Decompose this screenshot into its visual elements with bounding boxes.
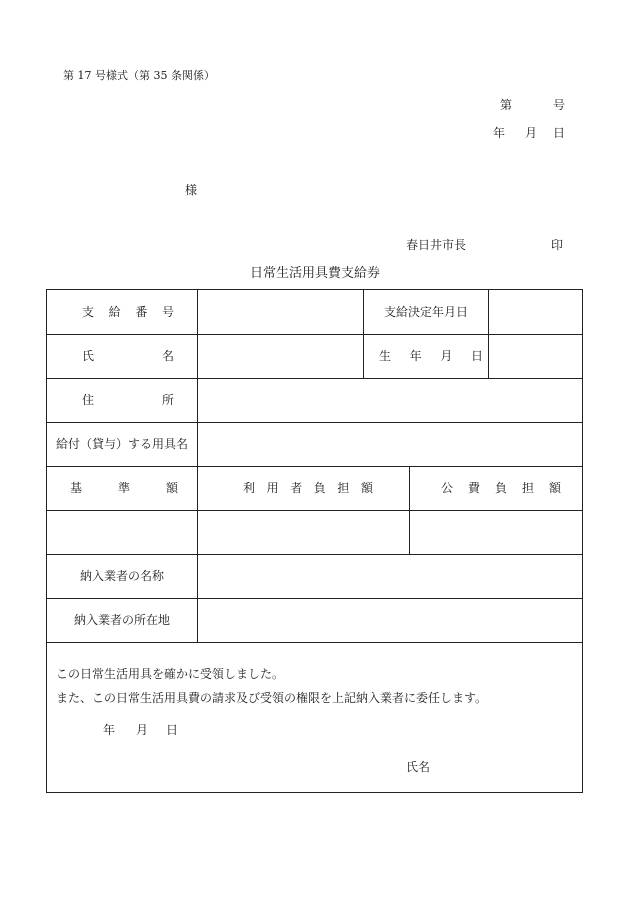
birth-date-field[interactable]	[489, 334, 582, 378]
decision-date-field[interactable]	[489, 290, 582, 334]
decision-date-label: 支給決定年月日	[383, 305, 468, 319]
signature-label: 氏名	[406, 760, 431, 774]
name-label: 氏 名	[82, 349, 174, 363]
payment-number-field[interactable]	[197, 290, 363, 334]
address-label: 住 所	[82, 393, 174, 407]
document-number-suffix: 号	[553, 98, 566, 112]
standard-amount-label: 基 準 額	[70, 481, 178, 495]
issue-date-month-label: 月	[525, 126, 538, 140]
user-burden-label: 利 用 者 負 担 額	[243, 481, 373, 495]
equipment-name-field[interactable]	[197, 422, 582, 466]
vendor-address-label: 納入業者の所在地	[73, 613, 170, 627]
addressee-honorific: 様	[185, 183, 198, 197]
vendor-name-label: 納入業者の名称	[79, 569, 164, 583]
row-divider	[47, 642, 582, 643]
receipt-date-month-label: 月	[136, 723, 149, 737]
receipt-confirmation-text: この日常生活用具を確かに受領しました。	[56, 667, 285, 681]
user-burden-field[interactable]	[197, 510, 409, 554]
delegation-statement-text: また、この日常生活用具費の請求及び受領の権限を上記納入業者に委任します。	[56, 691, 488, 705]
standard-amount-field[interactable]	[47, 510, 197, 554]
public-burden-field[interactable]	[409, 510, 582, 554]
issuer-name: 春日井市長	[406, 238, 467, 252]
form-identifier: 第 17 号様式（第 35 条関係）	[63, 69, 215, 82]
birth-date-label: 生 年 月 日	[379, 349, 483, 363]
issue-date-year-label: 年	[493, 126, 506, 140]
voucher-form-table	[46, 289, 583, 793]
seal-mark: 印	[551, 238, 564, 252]
address-field[interactable]	[197, 378, 582, 422]
payment-number-label: 支 給 番 号	[82, 305, 174, 319]
equipment-name-label: 給付（貸与）する用具名	[55, 437, 188, 451]
issue-date-day-label: 日	[553, 126, 566, 140]
vendor-name-field[interactable]	[197, 554, 582, 598]
form-title: 日常生活用具費支給券	[249, 266, 380, 281]
name-field[interactable]	[197, 334, 363, 378]
receipt-date-year-label: 年	[103, 723, 116, 737]
receipt-date-day-label: 日	[166, 723, 179, 737]
public-burden-label: 公 費 負 担 額	[441, 481, 561, 495]
vendor-address-field[interactable]	[197, 598, 582, 642]
document-number-prefix: 第	[500, 98, 513, 112]
